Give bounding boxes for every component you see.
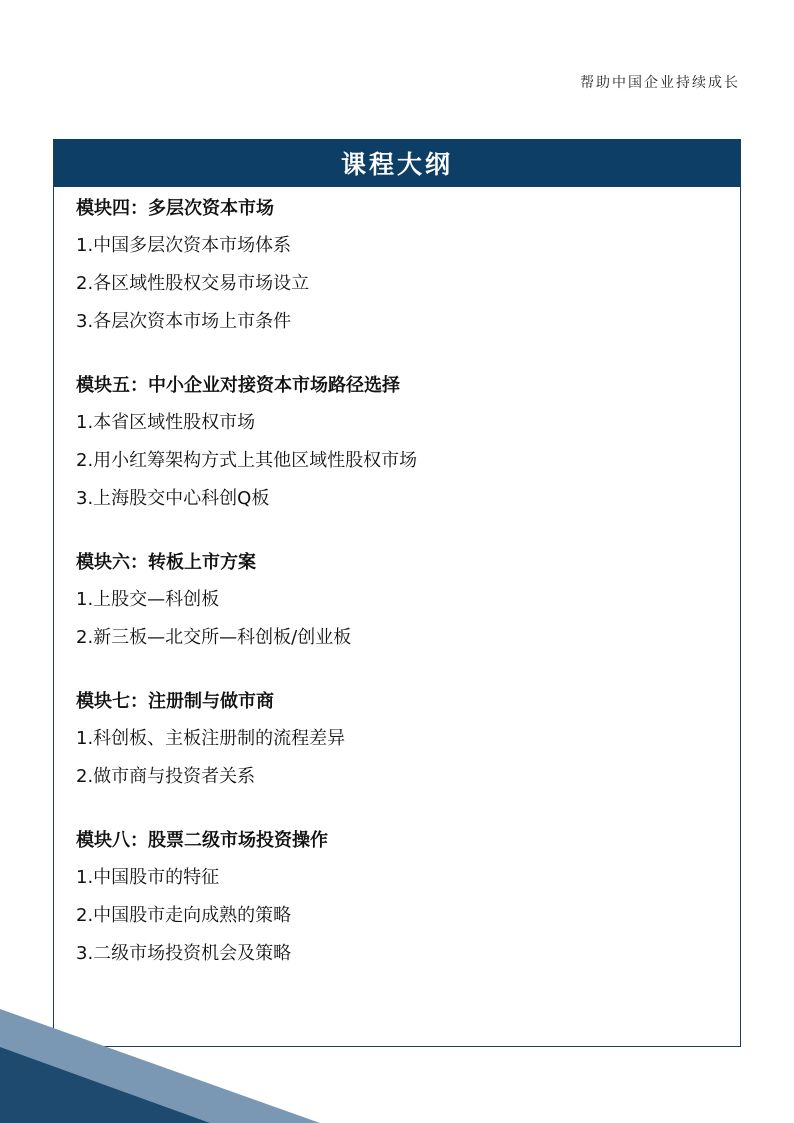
module-title: 模块四：多层次资本市场	[76, 198, 274, 219]
module-item: 3.各层次资本市场上市条件	[76, 311, 292, 332]
module-item: 2.用小红筹架构方式上其他区域性股权市场	[76, 450, 418, 471]
module-item: 1.中国股市的特征	[76, 867, 220, 888]
module-item: 1.中国多层次资本市场体系	[76, 235, 292, 256]
module-title: 模块六：转板上市方案	[76, 552, 256, 573]
panel-header	[54, 139, 740, 187]
module-item: 2.各区域性股权交易市场设立	[76, 273, 310, 294]
module-8	[76, 829, 740, 966]
corner-decoration	[0, 1003, 320, 1123]
panel-title: 课程大纲	[340, 150, 453, 179]
module-item: 1.本省区域性股权市场	[76, 412, 256, 433]
module-6	[76, 551, 740, 650]
module-title: 模块五：中小企业对接资本市场路径选择	[76, 375, 400, 396]
module-title: 模块七：注册制与做市商	[76, 691, 274, 712]
module-item: 2.做市商与投资者关系	[76, 766, 256, 787]
module-5	[76, 374, 740, 511]
module-4	[76, 197, 740, 334]
module-7	[76, 690, 740, 789]
module-item: 2.新三板—北交所—科创板/创业板	[76, 627, 352, 648]
tagline: 帮助中国企业持续成长	[580, 75, 740, 91]
module-item: 2.中国股市走向成熟的策略	[76, 905, 292, 926]
module-list	[54, 187, 740, 966]
module-item: 3.二级市场投资机会及策略	[76, 943, 292, 964]
module-item: 1.上股交—科创板	[76, 589, 220, 610]
course-outline-panel	[53, 139, 741, 1047]
module-item: 3.上海股交中心科创Q板	[76, 488, 270, 509]
module-item: 1.科创板、主板注册制的流程差异	[76, 728, 346, 749]
module-title: 模块八：股票二级市场投资操作	[76, 830, 328, 851]
